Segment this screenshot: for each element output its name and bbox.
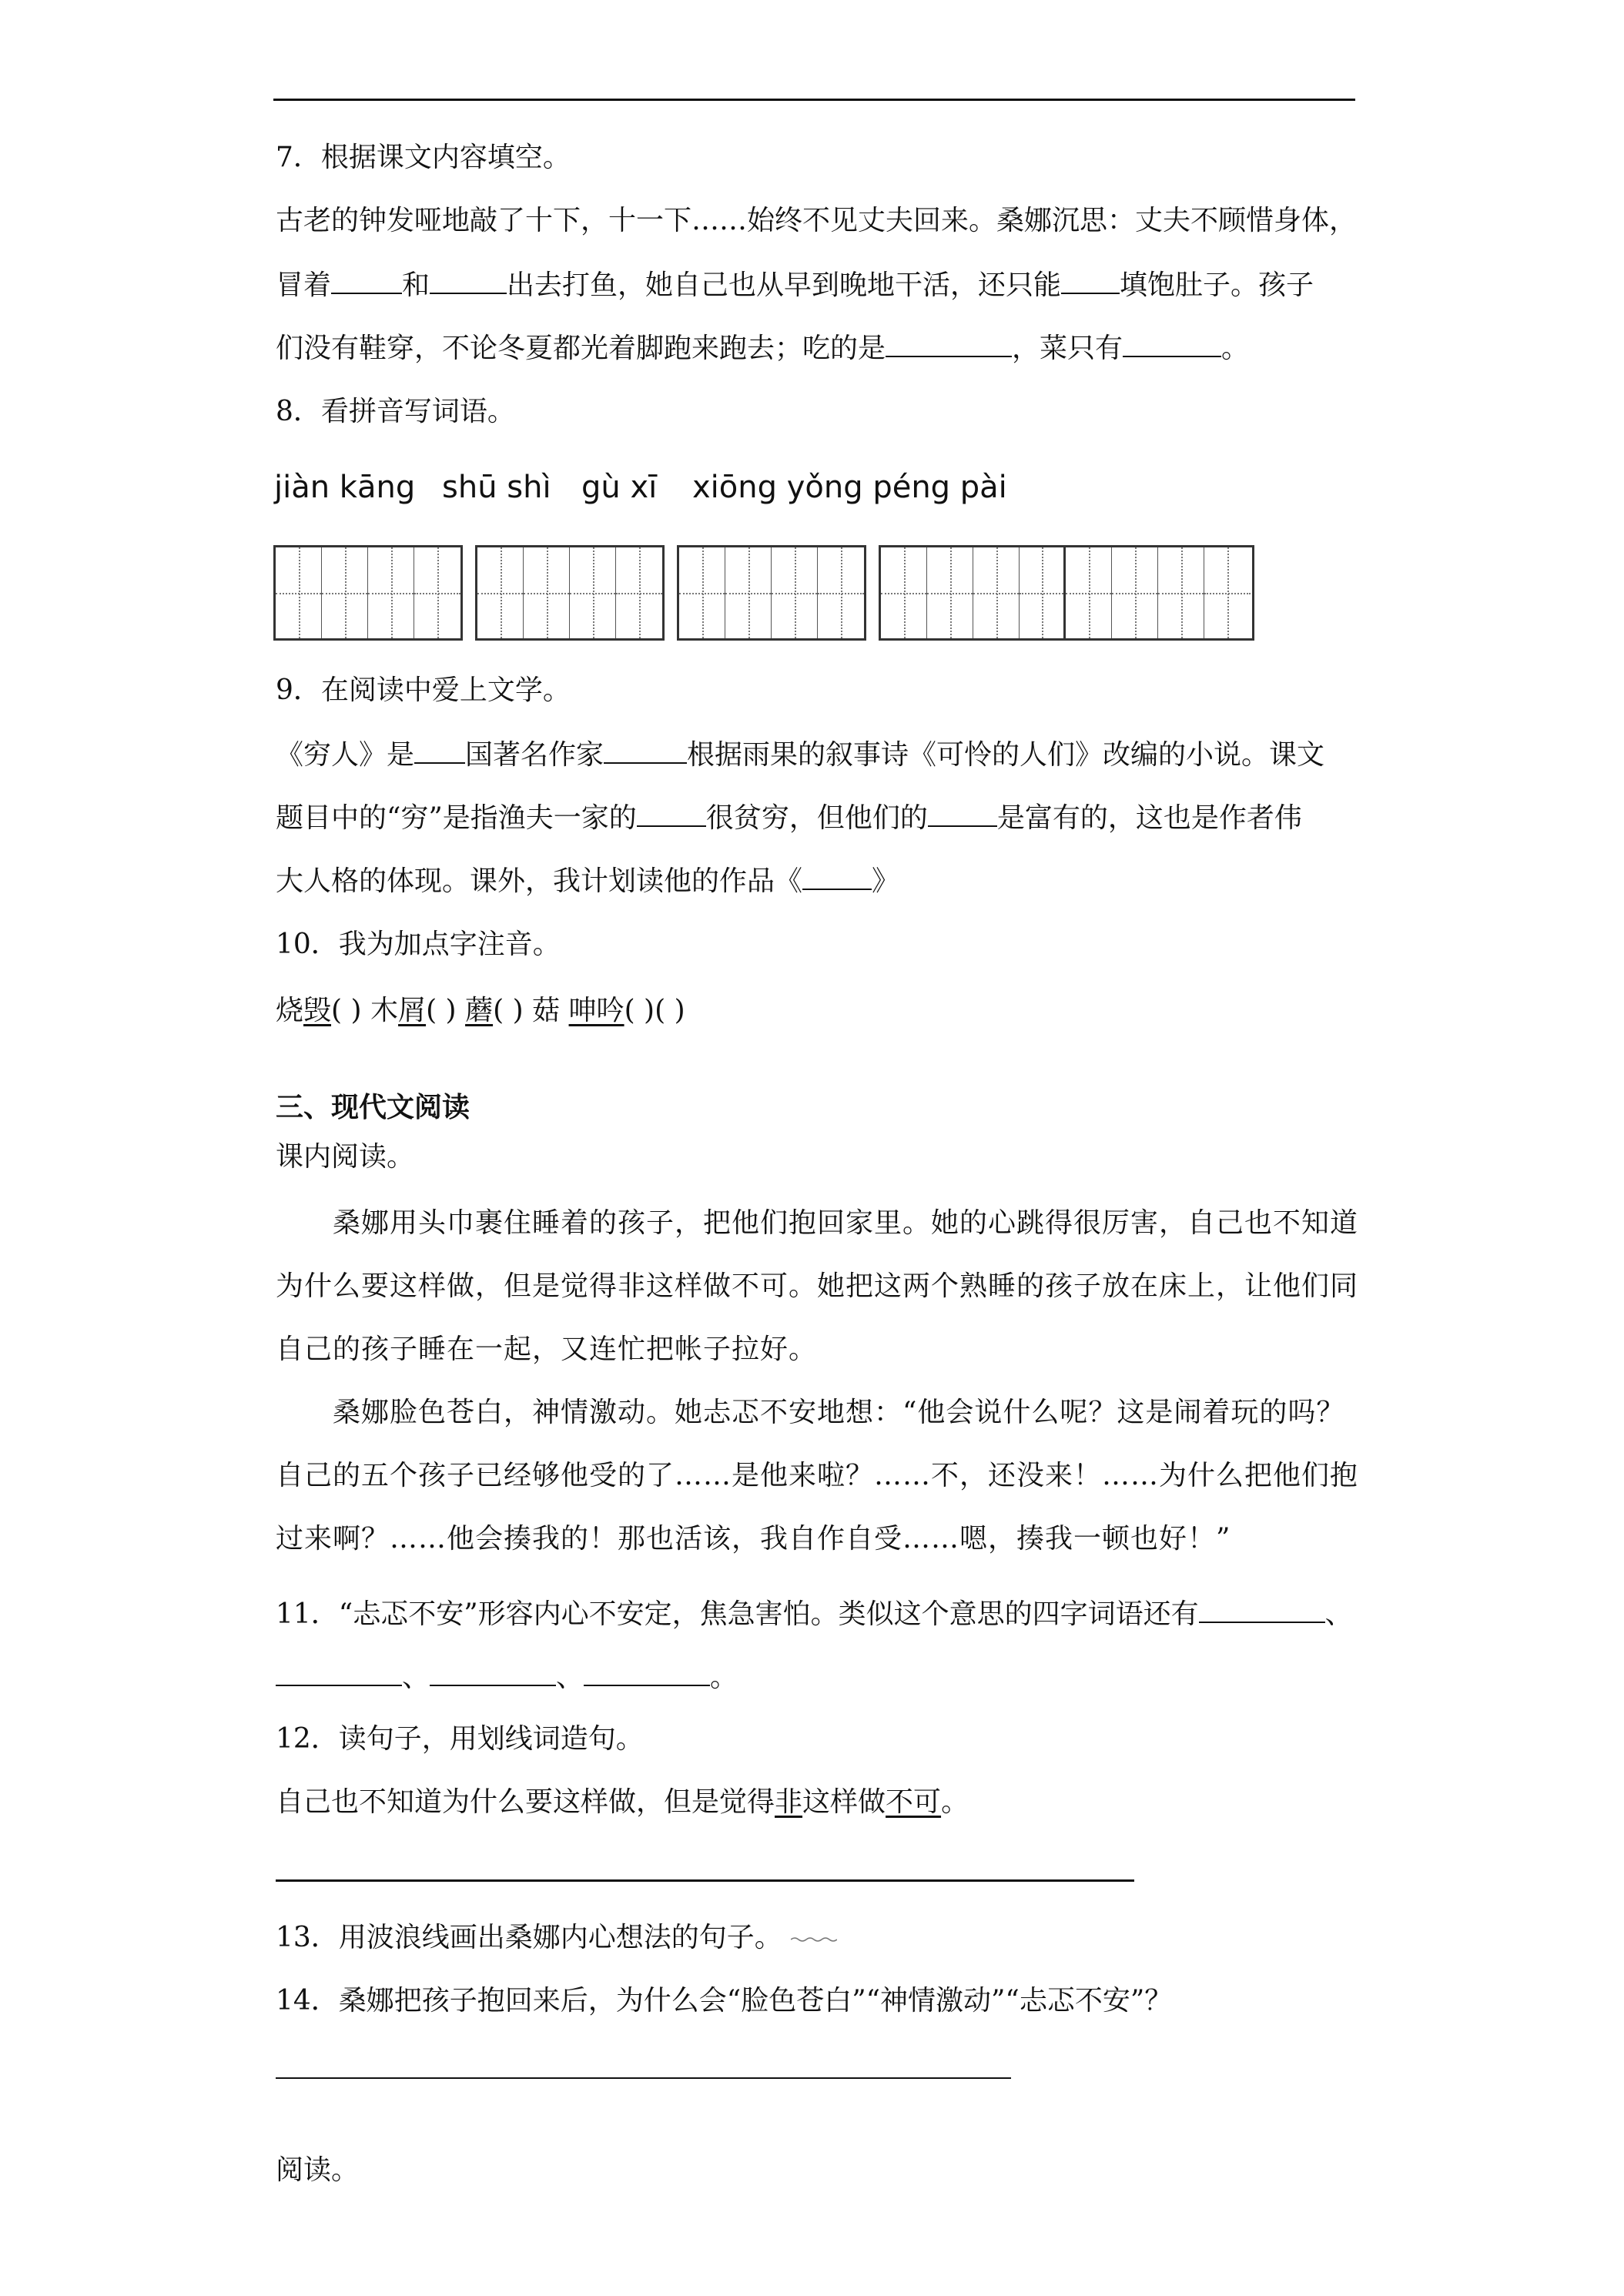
grid-cell[interactable] bbox=[1066, 547, 1112, 638]
writing-grid-2[interactable] bbox=[475, 545, 665, 641]
q7-line1: 古老的钟发哑地敲了十下，十一下……始终不见丈夫回来。桑娜沉思：丈夫不顾惜身体， bbox=[276, 205, 1358, 236]
pinyin-slot[interactable]: ( )( ) bbox=[624, 995, 685, 1026]
reading-label: 阅读。 bbox=[276, 2154, 360, 2186]
grid-cell[interactable] bbox=[368, 547, 414, 638]
grid-cell[interactable] bbox=[477, 547, 524, 638]
pinyin-slot[interactable]: ( ) bbox=[493, 995, 524, 1026]
q11-line2: 、 、 。 bbox=[276, 1658, 738, 1695]
pinyin-1: jiàn kāng bbox=[274, 470, 416, 505]
grid-cell[interactable] bbox=[414, 547, 460, 638]
writing-grid-4[interactable] bbox=[879, 545, 1254, 641]
top-rule bbox=[273, 99, 1355, 101]
underlined-word: 不可 bbox=[886, 1786, 942, 1818]
q9-blank-3[interactable] bbox=[637, 799, 706, 827]
q12-sentence: 自己也不知道为什么要这样做，但是觉得非这样做不可。 bbox=[276, 1786, 969, 1818]
dotted-char: 毁 bbox=[303, 995, 332, 1026]
passage-p2-l2: 自己的五个孩子已经够他受的了……是他来啦？……不，还没来！……为什么把他们抱 bbox=[276, 1460, 1359, 1491]
grid-cell[interactable] bbox=[973, 547, 1020, 638]
underlined-word: 非 bbox=[775, 1786, 803, 1818]
dotted-char: 呻吟 bbox=[568, 995, 624, 1026]
q11-blank-2[interactable] bbox=[276, 1658, 402, 1686]
q9-line3: 大人格的体现。课外，我计划读他的作品《 》 bbox=[276, 862, 899, 899]
passage-p1-l1: 桑娜用头巾裹住睡着的孩子，把他们抱回家里。她的心跳得很厉害，自己也不知道 bbox=[333, 1207, 1359, 1239]
q11-blank-4[interactable] bbox=[584, 1658, 710, 1686]
q11-blank-1[interactable] bbox=[1199, 1595, 1325, 1623]
passage-p2-l1: 桑娜脸色苍白，神情激动。她忐忑不安地想：“他会说什么呢？这是闹着玩的吗？ bbox=[333, 1397, 1345, 1428]
q9-line2: 题目中的“穷”是指渔夫一家的 很贫穷，但他们的 是富有的，这也是作者伟 bbox=[276, 799, 1302, 836]
q14-title: 14．桑娜把孩子抱回来后，为什么会“脸色苍白”“神情激动”“忐忑不安”？ bbox=[276, 1985, 1173, 2017]
q12-title: 12．读句子，用划线词造句。 bbox=[276, 1723, 644, 1755]
grid-cell[interactable] bbox=[1112, 547, 1158, 638]
passage-p1-l2: 为什么要这样做，但是觉得非这样做不可。她把这两个熟睡的孩子放在床上，让他们同 bbox=[276, 1270, 1359, 1302]
q7-blank-5[interactable] bbox=[1123, 330, 1221, 357]
grid-cell[interactable] bbox=[276, 547, 322, 638]
q10-words: 烧毁( ) 木屑( ) 蘑( ) 菇 呻吟( )( ) bbox=[276, 995, 685, 1026]
q7-title: 7．根据课文内容填空。 bbox=[276, 142, 571, 173]
grid-cell[interactable] bbox=[524, 547, 570, 638]
grid-cell[interactable] bbox=[1204, 547, 1251, 638]
q9-blank-4[interactable] bbox=[928, 799, 997, 827]
section-heading: 三、现代文阅读 bbox=[276, 1092, 470, 1123]
q7-blank-3[interactable] bbox=[1061, 266, 1120, 294]
writing-grid-3[interactable] bbox=[677, 545, 866, 641]
pinyin-4: xiōng yǒng péng pài bbox=[692, 470, 1007, 505]
q11-blank-3[interactable] bbox=[430, 1658, 556, 1686]
q7-line2: 冒着 和 出去打鱼，她自己也从早到晚地干活，还只能 填饱肚子。孩子 bbox=[276, 266, 1314, 303]
q14-answer-line[interactable] bbox=[276, 2077, 1011, 2079]
q7-blank-2[interactable] bbox=[430, 266, 507, 294]
dotted-char: 屑 bbox=[398, 995, 427, 1026]
q10-title: 10．我为加点字注音。 bbox=[276, 929, 561, 960]
wavy-line-icon bbox=[791, 1936, 837, 1943]
grid-cell[interactable] bbox=[1158, 547, 1204, 638]
writing-grid-1[interactable] bbox=[273, 545, 463, 641]
grid-cell[interactable] bbox=[927, 547, 973, 638]
q11-line1: 11．“忐忑不安”形容内心不安定，焦急害怕。类似这个意思的四字词语还有 、 bbox=[276, 1595, 1353, 1632]
q9-blank-5[interactable] bbox=[802, 862, 872, 890]
q13-title: 13．用波浪线画出桑娜内心想法的句子。 bbox=[276, 1920, 837, 1956]
section-sub: 课内阅读。 bbox=[276, 1141, 415, 1173]
pinyin-slot[interactable]: ( ) bbox=[426, 995, 457, 1026]
dotted-char: 蘑 bbox=[465, 995, 494, 1026]
q9-blank-1[interactable] bbox=[414, 736, 465, 764]
grid-cell[interactable] bbox=[570, 547, 616, 638]
grid-cell[interactable] bbox=[679, 547, 725, 638]
grid-cell[interactable] bbox=[616, 547, 662, 638]
pinyin-3: gù xī bbox=[581, 470, 658, 505]
q9-title: 9．在阅读中爱上文学。 bbox=[276, 674, 571, 706]
passage-p1-l3: 自己的孩子睡在一起，又连忙把帐子拉好。 bbox=[276, 1334, 818, 1365]
grid-cell[interactable] bbox=[725, 547, 772, 638]
grid-cell[interactable] bbox=[1020, 547, 1066, 638]
q9-line1: 《穷人》是 国著名作家 根据雨果的叙事诗《可怜的人们》改编的小说。课文 bbox=[276, 736, 1324, 773]
grid-cell[interactable] bbox=[322, 547, 368, 638]
grid-cell[interactable] bbox=[818, 547, 864, 638]
grid-cell[interactable] bbox=[772, 547, 818, 638]
q7-blank-4[interactable] bbox=[886, 330, 1012, 357]
q8-title: 8．看拼音写词语。 bbox=[276, 396, 515, 427]
pinyin-slot[interactable]: ( ) bbox=[331, 995, 362, 1026]
grid-cell[interactable] bbox=[881, 547, 927, 638]
q7-blank-1[interactable] bbox=[331, 266, 402, 294]
q9-blank-2[interactable] bbox=[604, 736, 687, 764]
pinyin-2: shū shì bbox=[442, 470, 551, 505]
passage-p2-l3: 过来啊？……他会揍我的！那也活该，我自作自受……嗯，揍我一顿也好！” bbox=[276, 1523, 1231, 1555]
q12-answer-line[interactable] bbox=[276, 1879, 1134, 1882]
q7-line3: 们没有鞋穿，不论冬夏都光着脚跑来跑去；吃的是 ，菜只有 。 bbox=[276, 330, 1249, 366]
